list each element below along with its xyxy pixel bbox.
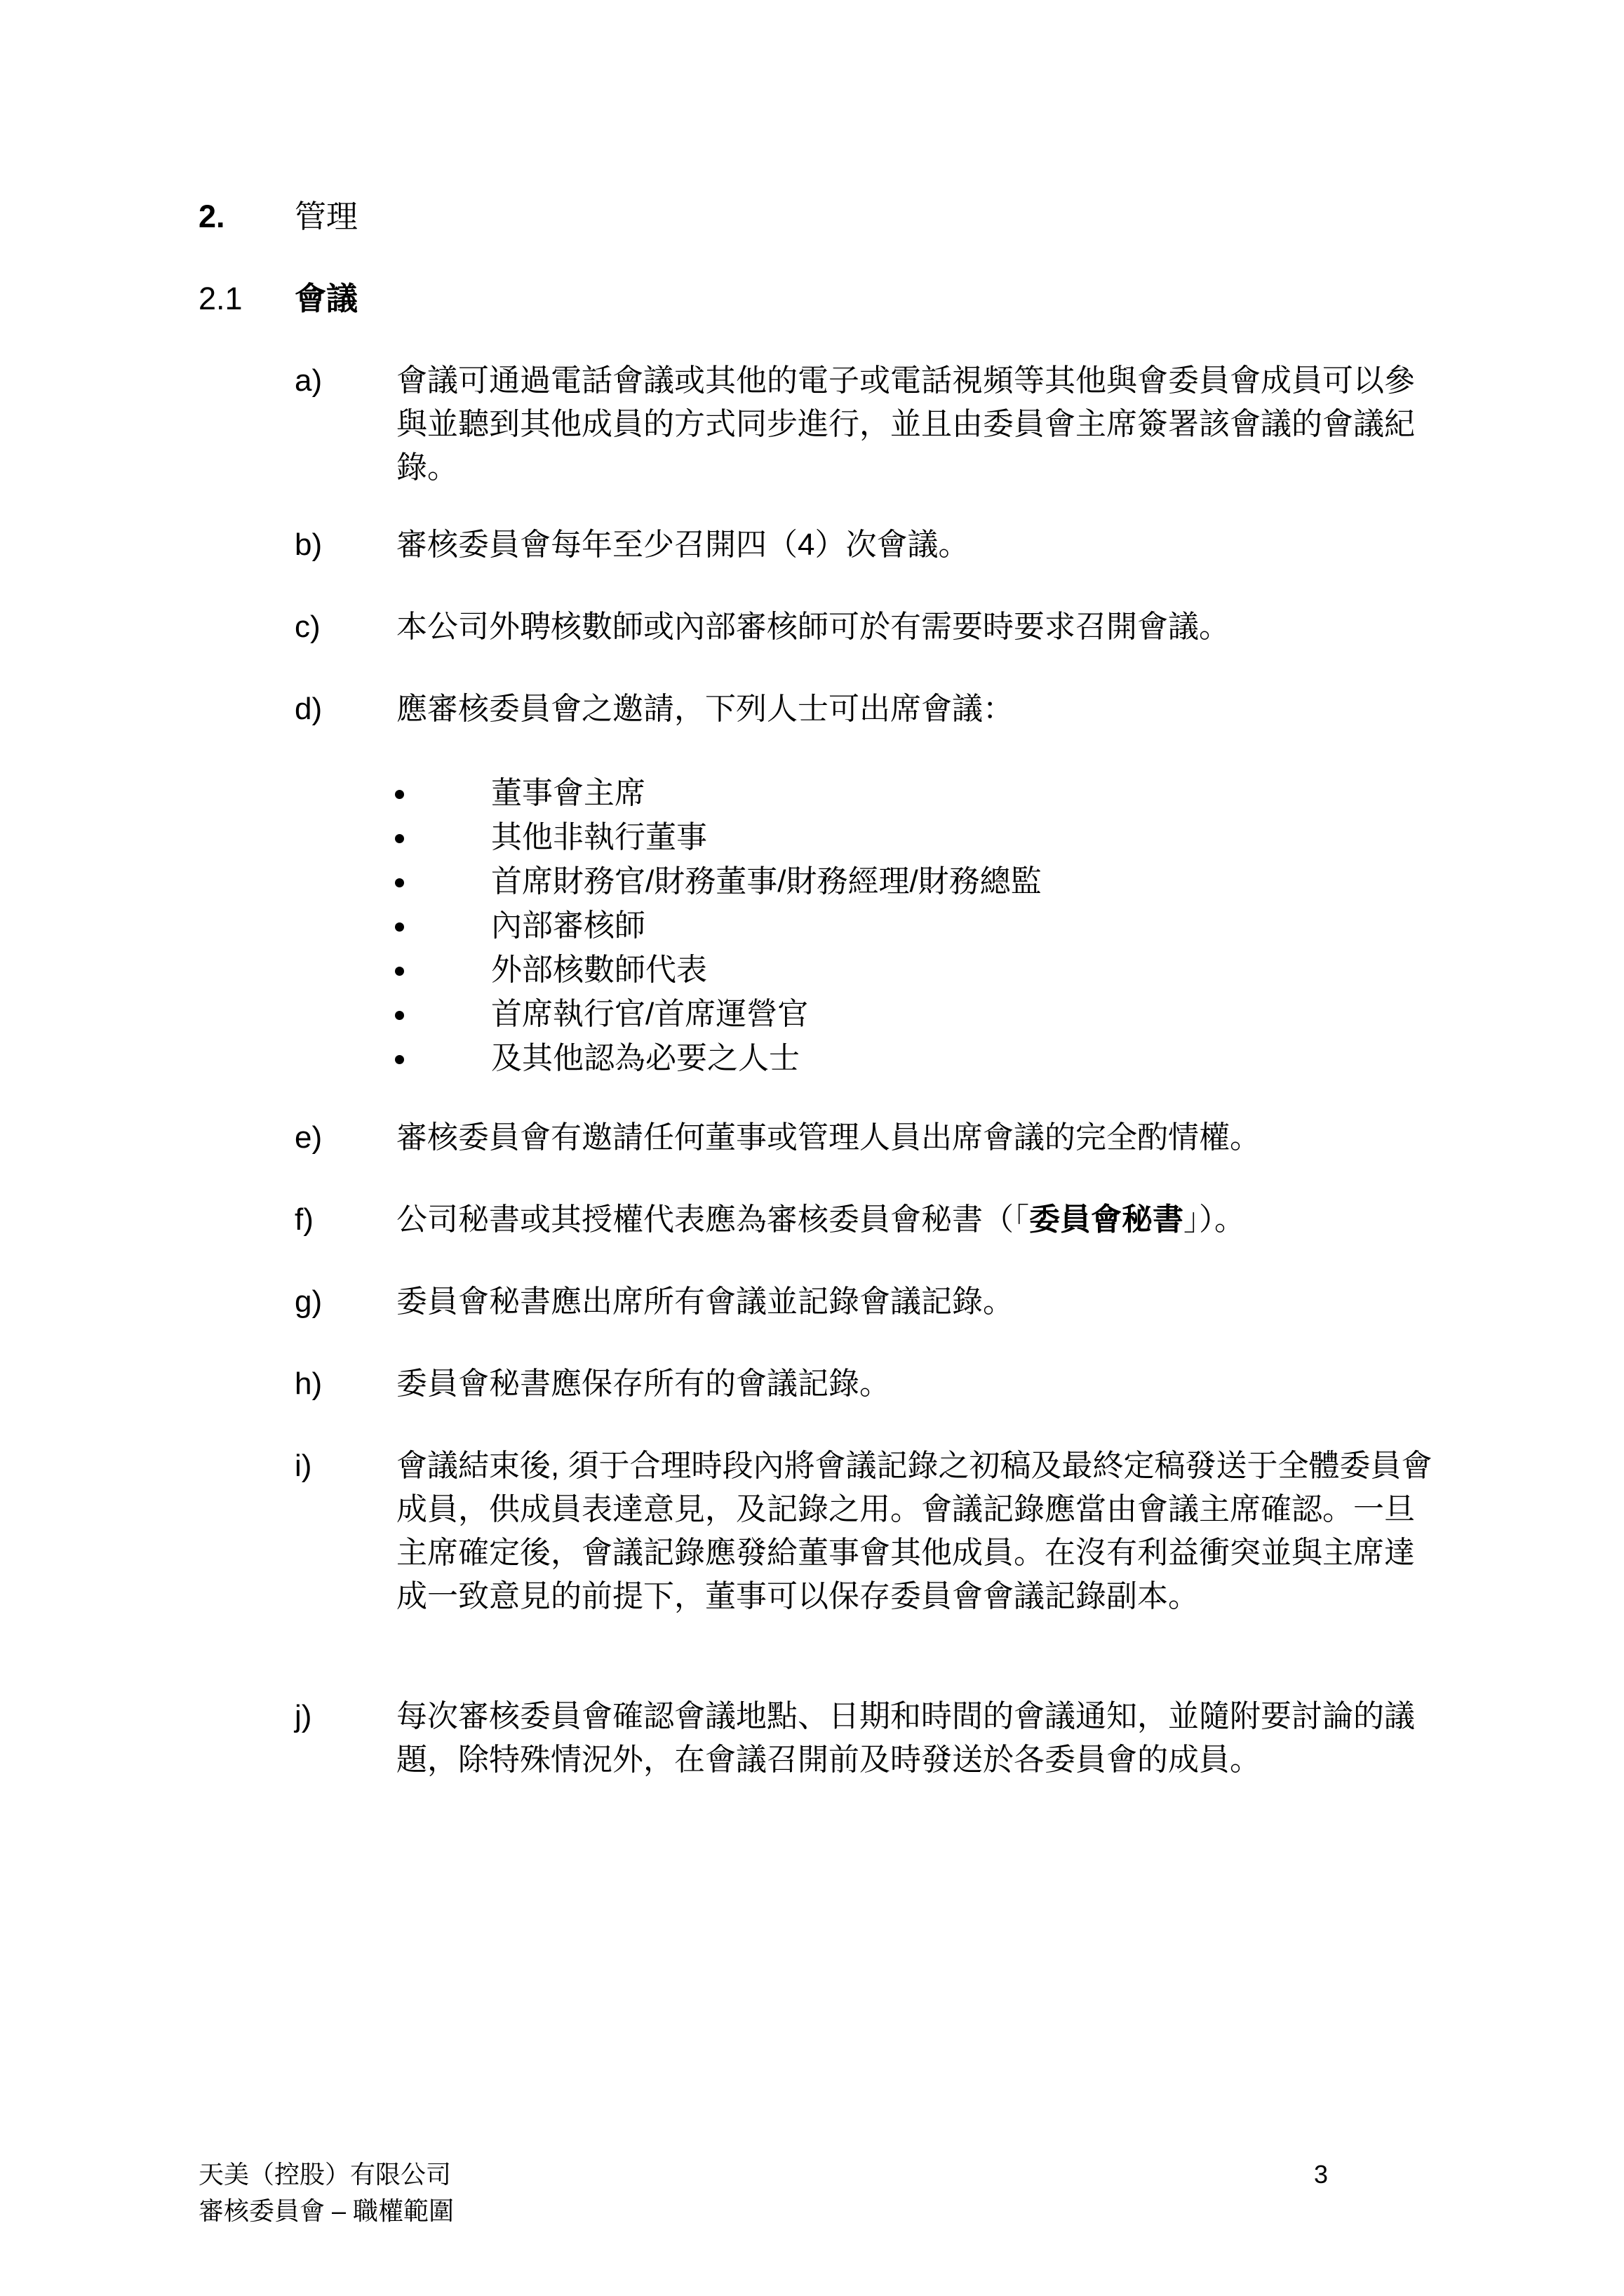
defined-term: 委員會秘書 [1029, 1202, 1183, 1237]
paragraph-text-a: 會議可通過電話會議或其他的電子或電話視頻等其他與會委員會成員可以參與並聽到其他成員的方式同步進行，並且由委員會主席簽署該會議的會議紀錄。 [396, 363, 1415, 485]
paragraph-text-j: 每次審核委員會確認會議地點、日期和時間的會議通知，並隨附要討論的議題，除特殊情況外，在會議召開前及時發送於各委員會的成員。 [396, 1699, 1415, 1777]
paragraph-text-c: 本公司外聘核數師或內部審核師可於有需要時要求召開會議。 [396, 610, 1230, 644]
attendee-item: 其他非執行董事 [491, 820, 707, 854]
paragraph-f-text-before: 公司秘書或其授權代表應為審核委員會秘書（「 [396, 1202, 1029, 1237]
attendee-item: 董事會主席 [491, 776, 645, 810]
subsection-title: 會議 [295, 281, 358, 316]
paragraph-label-f: f) [295, 1202, 314, 1237]
paragraph-text-h: 委員會秘書應保存所有的會議記錄。 [396, 1367, 890, 1401]
bullet-dot [395, 834, 404, 843]
paragraph-label-d: d) [295, 692, 323, 726]
paragraph-label-b: b) [295, 528, 323, 562]
paragraph-label-h: h) [295, 1367, 323, 1401]
bullet-dot [395, 967, 404, 976]
attendee-item: 外部核數師代表 [491, 953, 707, 987]
paragraph-label-c: c) [295, 610, 321, 644]
bullet-dot [395, 922, 404, 932]
paragraph-label-j: j) [295, 1699, 312, 1733]
paragraph-text-g: 委員會秘書應出席所有會議並記錄會議記錄。 [396, 1284, 1014, 1319]
paragraph-f-text-after: 」）。 [1183, 1202, 1245, 1237]
attendee-item: 首席財務官/財務董事/財務經理/財務總監 [491, 864, 1042, 899]
subsection-number: 2.1 [199, 281, 243, 316]
paragraph-text-b: 審核委員會每年至少召開四（4）次會議。 [396, 528, 969, 562]
attendee-item: 及其他認為必要之人士 [491, 1041, 800, 1075]
section-title: 管理 [295, 199, 358, 234]
paragraph-label-i: i) [295, 1449, 312, 1483]
paragraph-label-g: g) [295, 1284, 323, 1319]
paragraph-label-e: e) [295, 1120, 323, 1155]
attendee-item: 內部審核師 [491, 908, 645, 943]
paragraph-text-d: 應審核委員會之邀請，下列人士可出席會議： [396, 692, 1014, 726]
bullet-dot [395, 790, 404, 799]
attendee-item: 首席執行官/首席運營官 [491, 997, 809, 1031]
paragraph-text-e: 審核委員會有邀請任何董事或管理人員出席會議的完全酌情權。 [396, 1120, 1261, 1155]
paragraph-label-a: a) [295, 363, 323, 398]
bullet-dot [395, 878, 404, 887]
paragraph-text-f [396, 1198, 1442, 1242]
paragraph-text-i: 會議結束後, 須于合理時段內將會議記錄之初稿及最終定稿發送于全體委員會成員，供成員表達意見，及記錄之用。會議記錄應當由會議主席確認。一旦主席確定後，會議記錄應發給董事會其他成員。在沒有利益衝突並與主席達成一致意見的前提下，董事可以保存委員會會議記錄副本。 [396, 1449, 1432, 1613]
footer-document-title: 審核委員會 – 職權範圍 [199, 2196, 455, 2225]
page-number: 3 [1314, 2160, 1329, 2189]
section-number: 2. [199, 199, 225, 234]
bullet-dot [395, 1055, 404, 1064]
bullet-dot [395, 1011, 404, 1020]
footer-company-name: 天美（控股）有限公司 [199, 2160, 452, 2189]
